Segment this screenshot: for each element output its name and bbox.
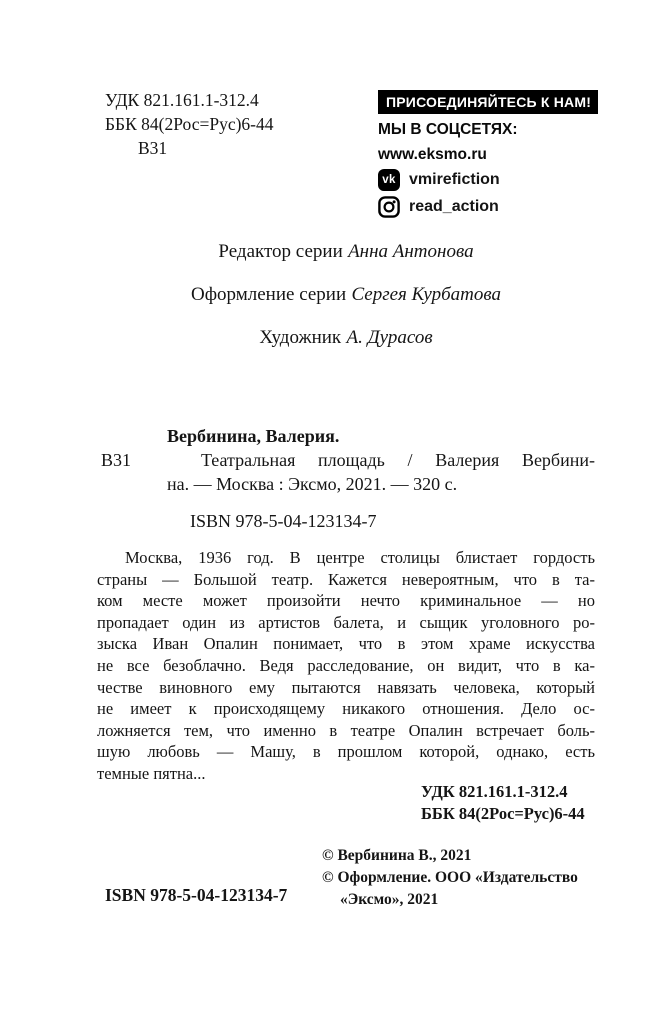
vk-account-row[interactable] <box>378 169 592 191</box>
social-media-block <box>378 90 592 218</box>
series-credits <box>97 240 595 369</box>
credit-name: А. Дурасов <box>346 327 433 348</box>
catalog-description <box>97 448 595 496</box>
instagram-account-row[interactable] <box>378 196 592 218</box>
catalog-author-sign: В31 <box>101 450 132 470</box>
top-classification-codes <box>105 88 274 160</box>
annotation-line: темные пятна... <box>97 763 206 783</box>
author-sign-code: В31 <box>138 138 168 158</box>
udk-code: УДК 821.161.1-312.4 <box>105 90 259 110</box>
bbk-code: ББК 84(2Рос=Рус)6-44 <box>105 114 274 134</box>
isbn-footer: ISBN 978-5-04-123134-7 <box>105 885 288 905</box>
credit-role: Художник <box>259 327 342 348</box>
annotation-line: не имеет к происходящему никакого отношения. Дело ос- <box>97 699 595 719</box>
social-subtitle: МЫ В СОЦСЕТЯХ: <box>378 121 518 138</box>
instagram-handle[interactable]: read_action <box>409 198 499 215</box>
series-editor-credit <box>97 240 595 264</box>
copyright-block <box>322 845 578 911</box>
annotation-line: шую любовь — Машу, в прошлом которой, однако, есть <box>97 742 595 762</box>
catalog-author: Вербинина, Валерия. <box>167 426 340 446</box>
credit-name: Анна Антонова <box>348 241 474 262</box>
copyright-publisher-line-wrap: «Эксмо», 2021 <box>340 891 439 908</box>
catalog-isbn: ISBN 978-5-04-123134-7 <box>190 511 377 531</box>
annotation-line: страны — Большой театр. Кажется невероятным, что в та- <box>97 569 595 589</box>
annotation-line: пропадает один из артистов балета, и сыщик уголовного ро- <box>97 612 595 632</box>
book-annotation <box>97 547 595 785</box>
annotation-line: честве виновного ему пытаются навязать человека, который <box>97 677 595 697</box>
join-us-banner: ПРИСОЕДИНЯЙТЕСЬ К НАМ! <box>378 90 598 114</box>
annotation-line: ложняется тем, что именно в театре Опалин встречает боль- <box>97 720 595 740</box>
credit-name: Сергея Курбатова <box>351 284 501 305</box>
annotation-line: не все безоблачно. Ведя расследование, он видит, что в ка- <box>97 655 595 675</box>
credit-role: Редактор серии <box>218 241 343 262</box>
annotation-line: Москва, 1936 год. В центре столицы блистает гордость <box>125 548 595 567</box>
catalog-entry <box>97 424 595 533</box>
bottom-classification-codes <box>421 781 585 825</box>
bbk-code-bottom: ББК 84(2Рос=Рус)6-44 <box>421 804 585 823</box>
credit-role: Оформление серии <box>191 284 347 305</box>
udk-code-bottom: УДК 821.161.1-312.4 <box>421 782 568 801</box>
artist-credit <box>97 326 595 350</box>
catalog-imprint-line: на. — Москва : Эксмо, 2021. — 320 с. <box>167 474 458 494</box>
vk-handle[interactable]: vmirefiction <box>409 171 500 188</box>
catalog-title-line: Театральная площадь / Валерия Вербини- <box>201 450 595 470</box>
copyright-author-line: © Вербинина В., 2021 <box>322 847 472 864</box>
series-design-credit <box>97 283 595 307</box>
annotation-line: зыска Иван Опалин понимает, что в этом храме искусства <box>97 634 595 654</box>
vk-icon: vk <box>378 169 400 191</box>
instagram-icon <box>378 196 400 218</box>
copyright-publisher-line: © Оформление. ООО «Издательство <box>322 869 578 886</box>
annotation-line: ком месте может произойти нечто криминальное — но <box>97 591 595 611</box>
publisher-website-link[interactable]: www.eksmo.ru <box>378 146 487 163</box>
